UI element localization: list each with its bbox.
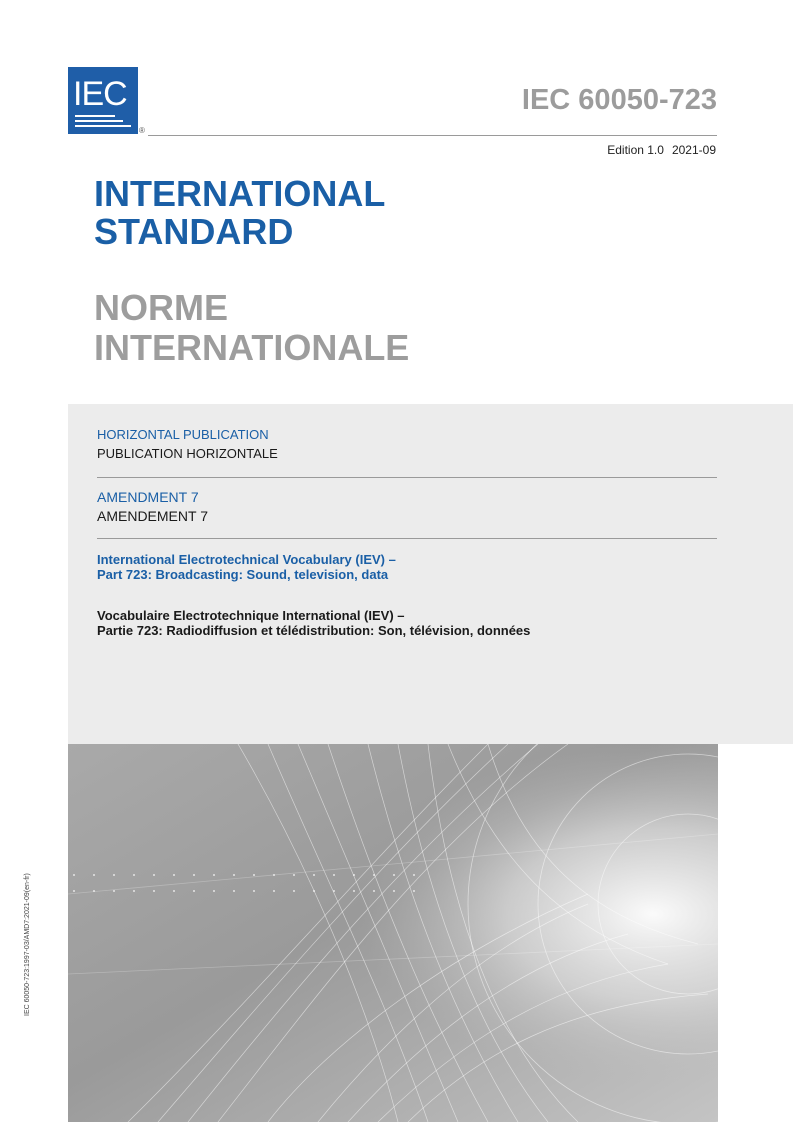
subtitle-en bbox=[97, 552, 396, 582]
document-number: IEC 60050-723 bbox=[521, 84, 717, 116]
divider bbox=[97, 477, 717, 478]
divider bbox=[97, 538, 717, 539]
amendment-fr: AMENDEMENT 7 bbox=[97, 508, 208, 524]
iec-logo bbox=[68, 67, 138, 134]
subtitle-fr-line1: Vocabulaire Electrotechnique International (IEV) – bbox=[97, 608, 405, 623]
subtitle-en-line1: International Electrotechnical Vocabulary (IEV) – bbox=[97, 552, 396, 567]
publication-en: HORIZONTAL PUBLICATION bbox=[97, 427, 269, 442]
edition-label: Edition 1.0 bbox=[607, 143, 664, 157]
side-reference: IEC 60050-723:1997-03/AMD7:2021-09(en-fr) bbox=[24, 873, 31, 1016]
title-french bbox=[94, 288, 409, 368]
logo-line bbox=[75, 120, 123, 122]
title-fr-line2: INTERNATIONALE bbox=[94, 327, 410, 368]
subtitle-fr-line2: Partie 723: Radiodiffusion et télédistribution: Son, télévision, données bbox=[97, 623, 531, 638]
amendment-en: AMENDMENT 7 bbox=[97, 489, 199, 505]
logo-line bbox=[75, 125, 131, 127]
subtitle-fr bbox=[97, 608, 530, 638]
subtitle-en-line2: Part 723: Broadcasting: Sound, television, data bbox=[97, 567, 389, 582]
edition-info bbox=[607, 143, 716, 157]
edition-date: 2021-09 bbox=[671, 143, 716, 157]
logo-line bbox=[75, 115, 115, 117]
registered-mark: ® bbox=[139, 126, 145, 135]
publication-fr: PUBLICATION HORIZONTALE bbox=[97, 446, 278, 461]
title-english bbox=[94, 175, 385, 251]
title-fr-line1: NORME bbox=[94, 287, 228, 328]
cover-image bbox=[68, 744, 718, 1122]
title-en-line1: INTERNATIONAL bbox=[94, 173, 386, 214]
header-rule bbox=[148, 135, 717, 136]
logo-text: IEC bbox=[73, 75, 127, 113]
title-en-line2: STANDARD bbox=[94, 211, 294, 252]
